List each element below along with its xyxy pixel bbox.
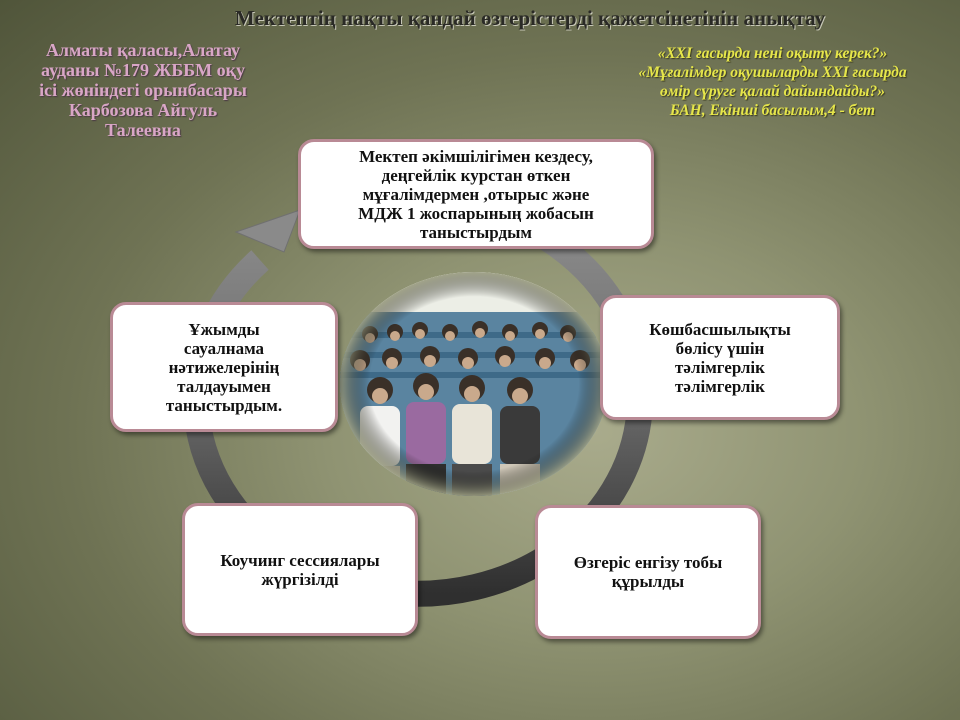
quote-line: «XXI ғасырда нені оқыту керек?» (657, 45, 888, 62)
step-text: Ұжымды сауалнама нәтижелерінің талдауымен таныстырдым. (165, 319, 283, 415)
step-box-change-group (535, 505, 761, 639)
audience-photo (340, 272, 608, 496)
step-text: Мектеп әкімшілігімен кездесу, деңгейлік курстан өткен мұғалімдермен ,отырыс және МДЖ 1 жоспарының жобасын таныстырдым (358, 146, 594, 242)
author-line: ауданы №179 ЖББМ оқу (40, 60, 246, 80)
author-line: Карбозова Айгуль (68, 100, 218, 120)
step-text: Көшбасшылықты бөлісу үшін тәлімгерлік тәлімгерлік (649, 319, 791, 396)
quote-line: өмір сүруге қалай дайындайды?» (659, 83, 886, 100)
step-text: Өзгеріс енгізу тобы құрылды (573, 553, 723, 591)
cycle-arrowhead-icon (236, 210, 300, 252)
author-line: Талеевна (105, 120, 181, 140)
quote-line: «Мұғалімдер оқушыларды XXI ғасырда (638, 64, 907, 81)
step-box-coaching-sessions (182, 503, 418, 636)
step-box-leadership-mentors (600, 295, 840, 420)
step-box-survey-results (110, 302, 338, 432)
author-line: Алматы қаласы,Алатау (45, 40, 241, 60)
slide-title: Мектептің нақты қандай өзгерістерді қажетсінетінін анықтау (234, 6, 826, 30)
quote-line: БАН, Екінші басылым,4 - бет (669, 102, 876, 119)
step-box-admin-meeting (298, 139, 654, 249)
author-line: ісі жөніндегі орынбасары (39, 80, 247, 100)
step-text: Коучинг сессиялары жүргізілді (220, 550, 380, 589)
